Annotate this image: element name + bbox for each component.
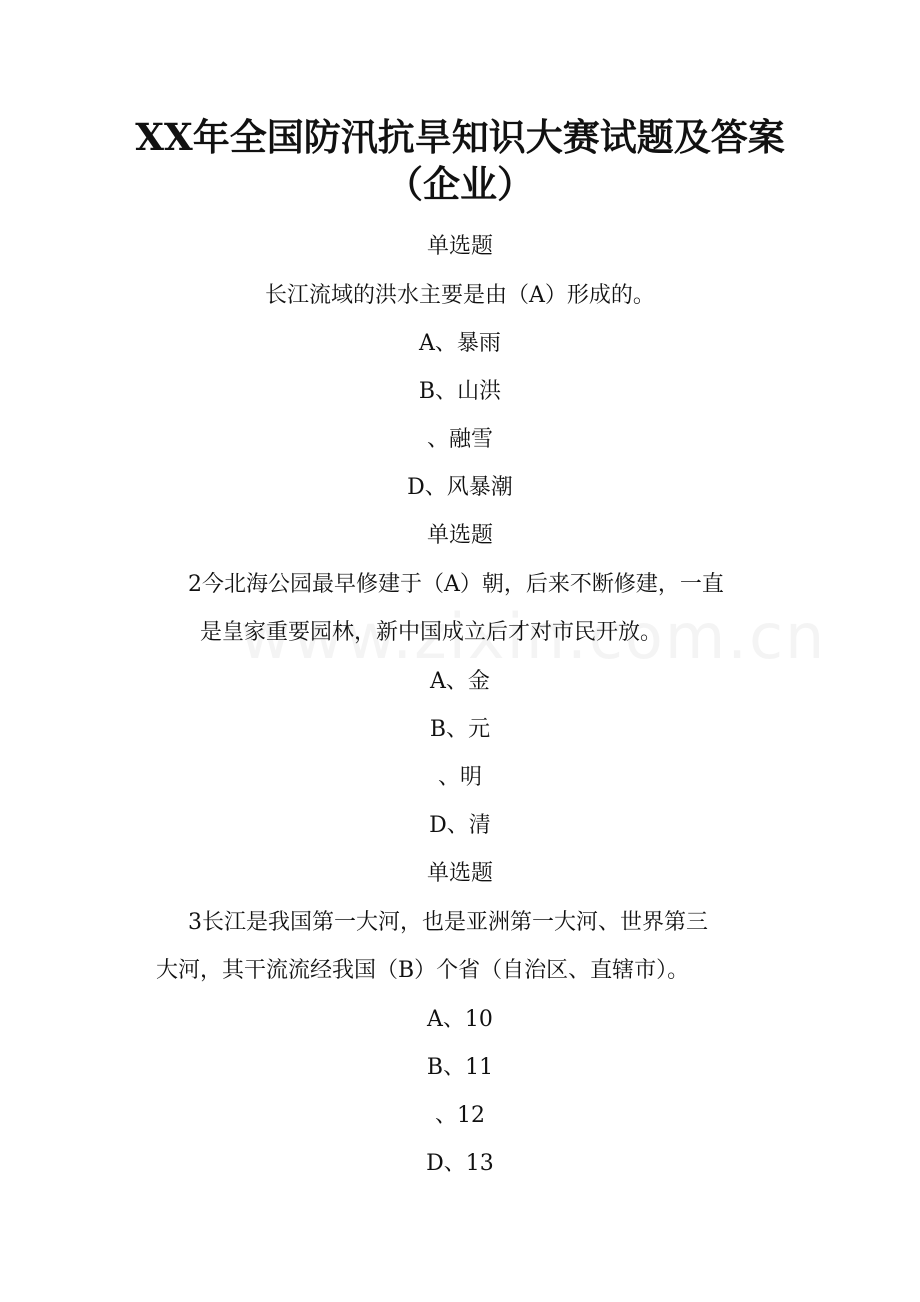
option-a: A、暴雨 (419, 331, 501, 356)
option-b: B、元 (429, 717, 491, 742)
question-type-label: 单选题 (426, 234, 493, 259)
question-type-label: 单选题 (426, 523, 493, 548)
question-type-label: 单选题 (426, 861, 493, 886)
option-b: B、山洪 (418, 379, 502, 404)
document-title: XX年全国防汛抗旱知识大赛试题及答案 (135, 115, 785, 159)
option-a: A、10 (427, 1007, 493, 1032)
document-title-subtitle: （企业） (386, 162, 534, 206)
question-stem: 2今北海公园最早修建于（A）朝，后来不断修建，一直 (188, 572, 724, 597)
question-stem: 长江流域的洪水主要是由（A）形成的。 (265, 283, 655, 308)
option-b: B、11 (426, 1055, 494, 1080)
question-stem-continued: 是皇家重要园林，新中国成立后才对市民开放。 (200, 620, 663, 645)
option-a: A、金 (430, 669, 490, 694)
question-stem: 3长江是我国第一大河，也是亚洲第一大河、世界第三 (188, 910, 708, 935)
option-c: 、12 (435, 1103, 485, 1128)
option-c: 、融雪 (426, 427, 493, 452)
option-d: D、13 (426, 1151, 494, 1176)
question-stem-continued: 大河，其干流流经我国（B）个省（自治区、直辖市）。 (156, 958, 690, 983)
option-c: 、明 (437, 765, 482, 790)
option-d: D、清 (429, 813, 491, 838)
option-d: D、风暴潮 (407, 475, 513, 500)
